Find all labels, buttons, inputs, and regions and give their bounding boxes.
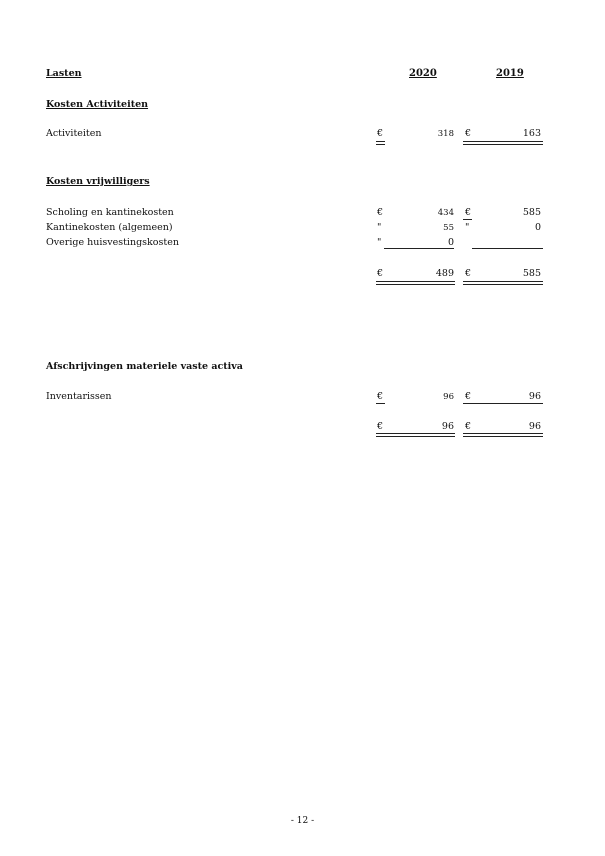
total-double-underline — [376, 281, 455, 285]
underline — [463, 219, 472, 220]
double-underline — [376, 141, 385, 145]
total-double-underline — [463, 433, 543, 437]
year-current-header: 2020 — [409, 68, 437, 79]
double-underline — [463, 141, 543, 145]
ditto-mark: " — [377, 222, 382, 233]
ditto-mark: " — [465, 222, 470, 233]
total-2020-afschrijvingen: 96 — [441, 421, 454, 432]
amount-2019-activiteiten: 163 — [522, 128, 541, 139]
underline — [376, 403, 385, 404]
row-label-kantinekosten: Kantinekosten (algemeen) — [46, 222, 173, 233]
row-label-huisvesting: Overige huisvestingskosten — [46, 237, 179, 248]
currency-symbol: € — [377, 207, 384, 218]
currency-symbol: € — [377, 391, 384, 402]
currency-symbol: € — [465, 128, 472, 139]
amount-2020-kantinekosten: 55 — [443, 223, 454, 233]
section-heading-vrijwilligers: Kosten vrijwilligers — [46, 176, 150, 187]
amount-2020-inventarissen: 96 — [443, 392, 454, 402]
subtotal-line — [384, 248, 454, 249]
amount-2019-scholing: 585 — [522, 207, 541, 218]
total-double-underline — [376, 433, 455, 437]
section-heading-afschrijvingen: Afschrijvingen materiele vaste activa — [46, 361, 243, 372]
year-previous-header: 2019 — [496, 68, 524, 79]
currency-symbol: € — [465, 268, 472, 279]
ditto-mark: " — [377, 237, 382, 248]
amount-2020-activiteiten: 318 — [437, 129, 454, 139]
underline — [463, 403, 543, 404]
currency-symbol: € — [465, 207, 472, 218]
subtotal-line — [472, 248, 543, 249]
currency-symbol: € — [377, 421, 384, 432]
total-double-underline — [463, 281, 543, 285]
currency-symbol: € — [377, 268, 384, 279]
total-2019-vrijwilligers: 585 — [522, 268, 541, 279]
amount-2019-kantinekosten: 0 — [534, 222, 541, 233]
total-2020-vrijwilligers: 489 — [435, 268, 454, 279]
currency-symbol: € — [377, 128, 384, 139]
amount-2020-huisvesting: 0 — [447, 237, 454, 248]
total-2019-afschrijvingen: 96 — [528, 421, 541, 432]
currency-symbol: € — [465, 391, 472, 402]
row-label-scholing: Scholing en kantinekosten — [46, 207, 174, 218]
row-label-activiteiten: Activiteiten — [46, 128, 102, 139]
page-number: - 12 - — [290, 816, 315, 826]
currency-symbol: € — [465, 421, 472, 432]
section-heading-activiteiten: Kosten Activiteiten — [46, 99, 149, 110]
page-title: Lasten — [46, 68, 82, 79]
amount-2019-inventarissen: 96 — [528, 391, 541, 402]
row-label-inventarissen: Inventarissen — [46, 391, 112, 402]
amount-2020-scholing: 434 — [437, 208, 454, 218]
